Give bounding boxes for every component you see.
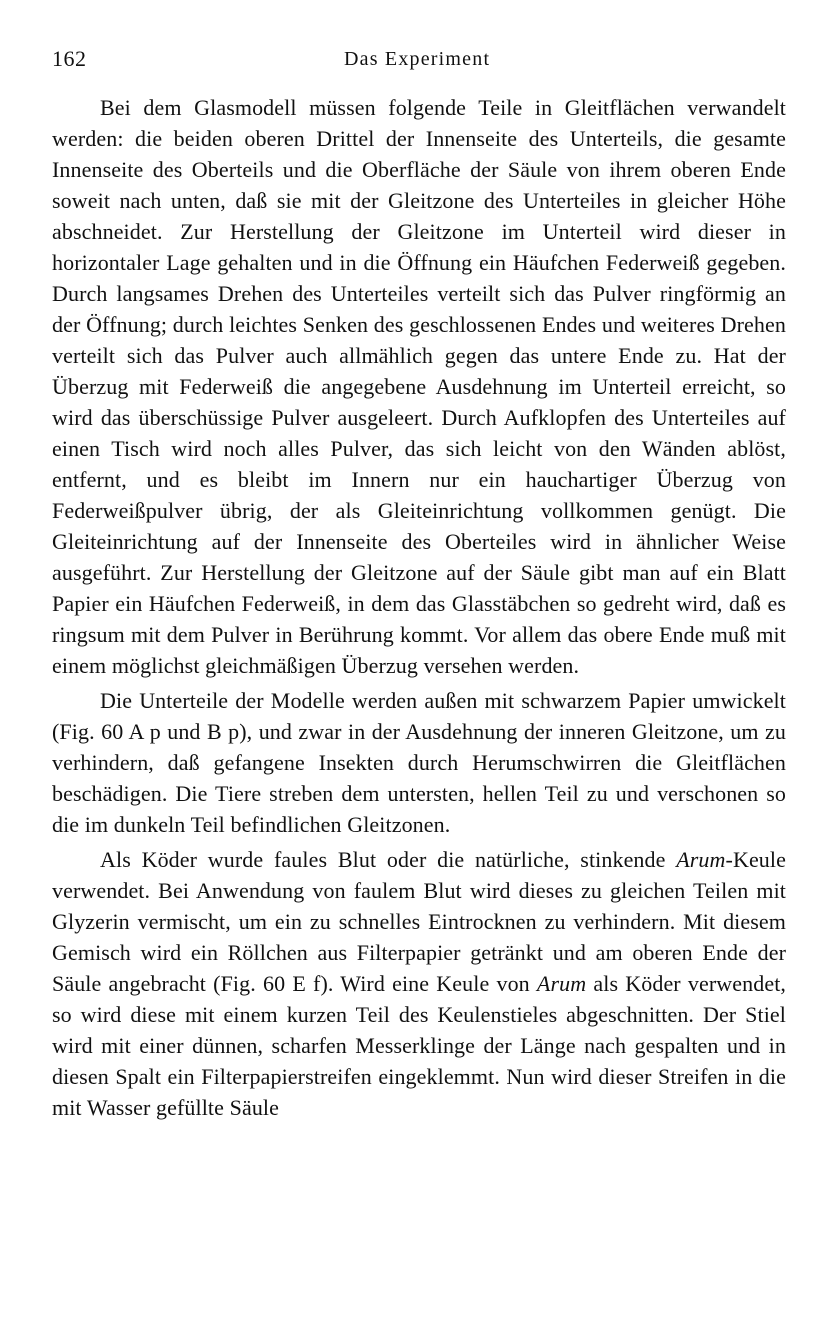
running-title: Das Experiment xyxy=(344,48,491,70)
paragraph-1 xyxy=(52,92,786,681)
paragraph-3-text-part-2: -Keule verwendet. Bei Anwendung von faulem Blut wird dieses zu gleichen Teilen mit Glyzerin vermischt, um ein zu schnelles Eintrocknen zu verhindern. Mit diesem Gemisch wird ein Röllchen aus Filterpapier getränkt und am oberen Ende der Säule angebracht (Fig. 60 E f). Wird eine Keule von xyxy=(52,847,786,996)
paragraph-1-text: Bei dem Glasmodell müssen folgende Teile in Gleitflächen verwandelt werden: die beiden oberen Drittel der Innenseite des Unterteils, die gesamte Innenseite des Oberteils und die Oberfläche der Säule von ihrem oberen Ende soweit nach unten, daß sie mit der Gleitzone des Unterteiles in gleicher Höhe abschneidet. Zur Herstellung der Gleitzone im Unterteil wird dieser in horizontaler Lage gehalten und in die Öffnung ein Häufchen Federweiß gegeben. Durch langsames Drehen des Unterteiles verteilt sich das Pulver ringförmig an der Öffnung; durch leichtes Senken des geschlossenen Endes und weiteres Drehen verteilt sich das Pulver auch allmählich gegen das untere Ende zu. Hat der Überzug mit Federweiß die angegebene Ausdehnung im Unterteil erreicht, so wird das überschüssige Pulver ausgeleert. Durch Aufklopfen des Unterteiles auf einen Tisch wird noch alles Pulver, das sich leicht von den Wänden ablöst, entfernt, und es bleibt im Innern nur ein hauchartiger Überzug von Federweißpulver übrig, der als Gleiteinrichtung vollkommen genügt. Die Gleiteinrichtung auf der Innenseite des Oberteiles wird in ähnlicher Weise ausgeführt. Zur Herstellung der Gleitzone auf der Säule gibt man auf ein Blatt Papier ein Häufchen Federweiß, in dem das Glasstäbchen so gedreht wird, daß es ringsum mit dem Pulver in Berührung kommt. Vor allem das obere Ende muß mit einem möglichst gleichmäßigen Überzug versehen werden. xyxy=(52,95,786,678)
species-name-arum: Arum xyxy=(676,847,726,872)
paragraph-2-text: Die Unterteile der Modelle werden außen mit schwarzem Papier umwickelt (Fig. 60 A p und B p), und zwar in der Ausdehnung der inneren Gleitzone, um zu verhindern, daß gefangene Insekten durch Herumschwirren die Gleitflächen beschädigen. Die Tiere streben dem untersten, hellen Teil zu und verschonen so die im dunkeln Teil befindlichen Gleitzonen. xyxy=(52,688,786,837)
paragraph-3-text-part-3: als Köder verwendet, so wird diese mit einem kurzen Teil des Keulenstieles abgeschnitten. Der Stiel wird mit einer dünnen, scharfen Messerklinge der Länge nach gespalten und in diesen Spalt ein Filterpapierstreifen eingeklemmt. Nun wird dieser Streifen in die mit Wasser gefüllte Säule xyxy=(52,971,787,1120)
paragraph-3-text-part-1: Als Köder wurde faules Blut oder die natürliche, stinkende xyxy=(100,847,677,872)
paragraph-2 xyxy=(52,685,786,840)
body-text xyxy=(52,92,786,1123)
paragraph-3 xyxy=(52,844,786,1123)
page-number: 162 xyxy=(52,46,87,71)
species-name-arum: Arum xyxy=(536,971,587,996)
page-header xyxy=(52,46,790,76)
